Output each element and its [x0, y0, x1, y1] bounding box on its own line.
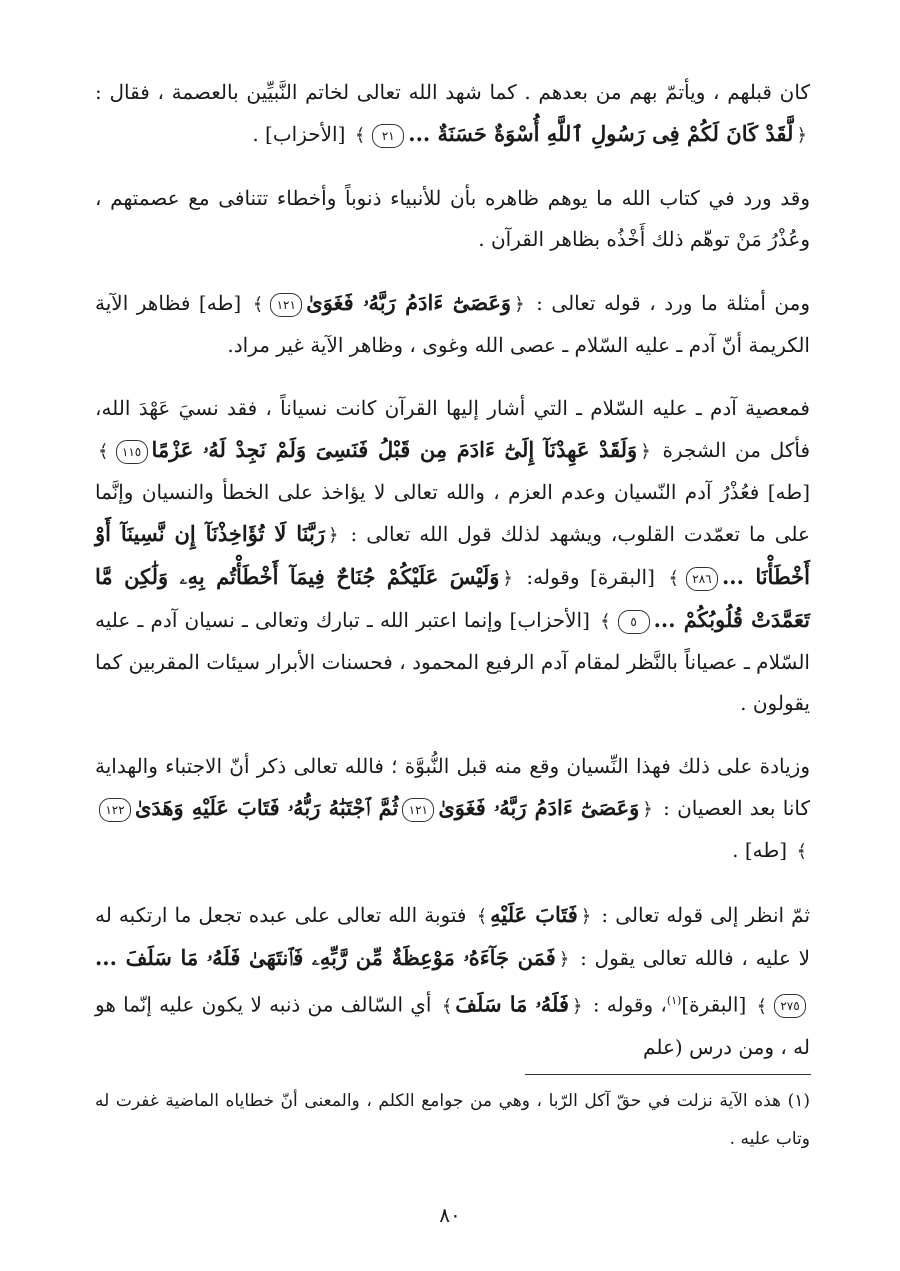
ayah-number-marker: ٢١ — [372, 124, 404, 148]
quran-verse: ثُمَّ ٱجْتَبَٰهُ رَبُّهُۥ فَتَابَ عَلَيْهِ وَهَدَىٰ — [135, 795, 399, 820]
paragraph-text: فتوبة الله تعالى على عبده تجعل ما ارتكبه له لا عليه ، فالله تعالى يقول : — [95, 903, 810, 970]
quran-verse: وَلَقَدْ عَهِدْنَآ إِلَىٰٓ ءَادَمَ مِن قَبْلُ فَنَسِىَ وَلَمْ نَجِدْ لَهُۥ عَزْمًا — [151, 437, 638, 462]
surah-reference: [البقرة] — [681, 992, 747, 1017]
verse-open-brace: ﴿ — [558, 949, 570, 970]
paragraph-text: [طه] فظاهر الآية الكريمة أنّ آدم ـ عليه السّلام ـ عصى الله وغوى ، وظاهر الآية غير مراد. — [95, 291, 810, 357]
footnote-reference: (١) — [666, 994, 682, 1007]
paragraph-text: فمعصية آدم ـ عليه السّلام ـ التي أشار إليها القرآن كانت نسياناً ، فقد نسيَ عَهْدَ الله، فأكل من الشجرة — [95, 396, 811, 462]
footnote: (١) هذه الآية نزلت في حقّ آكل الرّبا ، وهي من جوامع الكلم ، والمعنى أنّ خطاياه الماضية غفرت له وتاب عليه . — [95, 1091, 810, 1149]
verse-open-brace: ﴿ — [580, 906, 592, 927]
ayah-number-marker: ٢٧٥ — [774, 994, 806, 1018]
paragraph-text: ثمّ انظر إلى قوله تعالى : — [601, 903, 811, 927]
verse-open-brace: ﴿ — [642, 799, 653, 820]
verse-close-brace: ﴾ — [98, 441, 109, 462]
verse-close-brace: ﴾ — [441, 995, 453, 1017]
paragraph-text: وزيادة على ذلك فهذا النِّسيان وقع منه قبل النُّبوَّة ؛ فالله تعالى ذكر أنّ الاجتباء والهداية كانا بعد العصيان : — [95, 754, 810, 820]
page-body — [95, 72, 810, 1090]
paragraph-2 — [95, 178, 810, 260]
paragraph-text: أي السّالف من ذنبه لا يكون عليه إنّما هو له ، ومن درس (علم — [95, 992, 810, 1059]
paragraph-1 — [95, 72, 810, 156]
ayah-number-marker: ١١٥ — [116, 440, 148, 464]
verse-open-brace: ﴿ — [572, 995, 583, 1017]
footnote-divider — [525, 1074, 811, 1075]
quran-verse: وَعَصَىٰٓ ءَادَمُ رَبَّهُۥ فَغَوَىٰ — [306, 290, 512, 315]
paragraph-text: [طه] فعُذْرُ آدم النّسيان وعدم العزم ، والله تعالى لا يؤاخذ على الخطأ والنسيان وإنَّما على ما تعمّدت القلوب، ويشهد لذلك قول الله تعالى : — [95, 480, 810, 546]
paragraph-6 — [95, 894, 810, 1068]
verse-close-brace: ﴾ — [756, 995, 768, 1017]
paragraph-text: ، وقوله : — [592, 992, 667, 1017]
ayah-number-marker: ١٢١ — [270, 293, 302, 317]
verse-close-brace: ﴾ — [354, 125, 366, 146]
quran-verse: فَتَابَ عَلَيْهِ — [490, 902, 578, 927]
paragraph-3 — [95, 282, 810, 366]
verse-close-brace: ﴾ — [796, 841, 807, 862]
verse-close-brace: ﴾ — [476, 906, 488, 927]
paragraph-text: [الأحزاب] وإنما اعتبر الله ـ تبارك وتعالى ـ نسيان آدم ـ عليه السّلام ـ عصياناً بالنَّظر لمقام آدم الرفيع المحمود ، فحسنات الأبرار سيئات المقربين كما يقولون . — [95, 608, 810, 715]
quran-verse: وَلَيْسَ عَلَيْكُمْ جُنَاحٌ فِيمَآ أَخْطَأْتُم بِهِۦ وَلَٰكِن مَّا تَعَمَّدَتْ قُلُوبُكُمْ ... — [95, 564, 810, 632]
paragraph-4 — [95, 388, 810, 724]
quran-verse: لَّقَدْ كَانَ لَكُمْ فِى رَسُولِ ٱللَّهِ أُسْوَةٌ حَسَنَةٌ ... — [408, 121, 794, 146]
paragraph-text: ومن أمثلة ما ورد ، قوله تعالى : — [536, 291, 811, 315]
paragraph-text: كان قبلهم ، ويأتمّ بهم من بعدهم . كما شهد الله تعالى لخاتم النَّبيِّين بالعصمة ، فقال : — [95, 80, 810, 104]
ayah-number-marker: ١٢٢ — [99, 798, 131, 822]
paragraph-text: [البقرة] وقوله: — [526, 565, 655, 589]
surah-reference: [طه] . — [732, 838, 788, 862]
verse-open-brace: ﴿ — [328, 525, 339, 546]
paragraph-text: وقد ورد في كتاب الله ما يوهم ظاهره بأن للأنبياء ذنوباً وأخطاء تتنافى مع عصمتهم ، وعُذْرُ مَنْ توهّم ذلك أَخْذُه بظاهر القرآن . — [95, 186, 810, 251]
verse-open-brace: ﴿ — [640, 441, 651, 462]
quran-verse: وَعَصَىٰٓ ءَادَمُ رَبَّهُۥ فَغَوَىٰ — [438, 795, 640, 820]
ayah-number-marker: ٥ — [618, 610, 650, 634]
verse-open-brace: ﴿ — [796, 125, 807, 146]
page-number: ٨٠ — [439, 1203, 461, 1227]
verse-open-brace: ﴿ — [514, 294, 525, 315]
quran-verse: فَلَهُۥ مَا سَلَفَ — [455, 991, 570, 1017]
surah-reference: [الأحزاب] . — [252, 122, 346, 146]
ayah-number-marker: ٢٨٦ — [686, 567, 718, 591]
verse-open-brace: ﴿ — [502, 568, 513, 589]
verse-close-brace: ﴾ — [600, 611, 611, 632]
ayah-number-marker: ١٢١ — [402, 798, 434, 822]
paragraph-5 — [95, 746, 810, 872]
quran-verse: فَمَن جَآءَهُۥ مَوْعِظَةٌ مِّن رَّبِّهِۦ فَٱنتَهَىٰ فَلَهُۥ مَا سَلَفَ ... — [95, 945, 556, 970]
verse-close-brace: ﴾ — [668, 568, 679, 589]
quran-verse: رَبَّنَا لَا تُؤَاخِذْنَآ إِن نَّسِينَآ أَوْ أَخْطَأْنَا ... — [95, 521, 811, 589]
verse-close-brace: ﴾ — [252, 294, 264, 315]
